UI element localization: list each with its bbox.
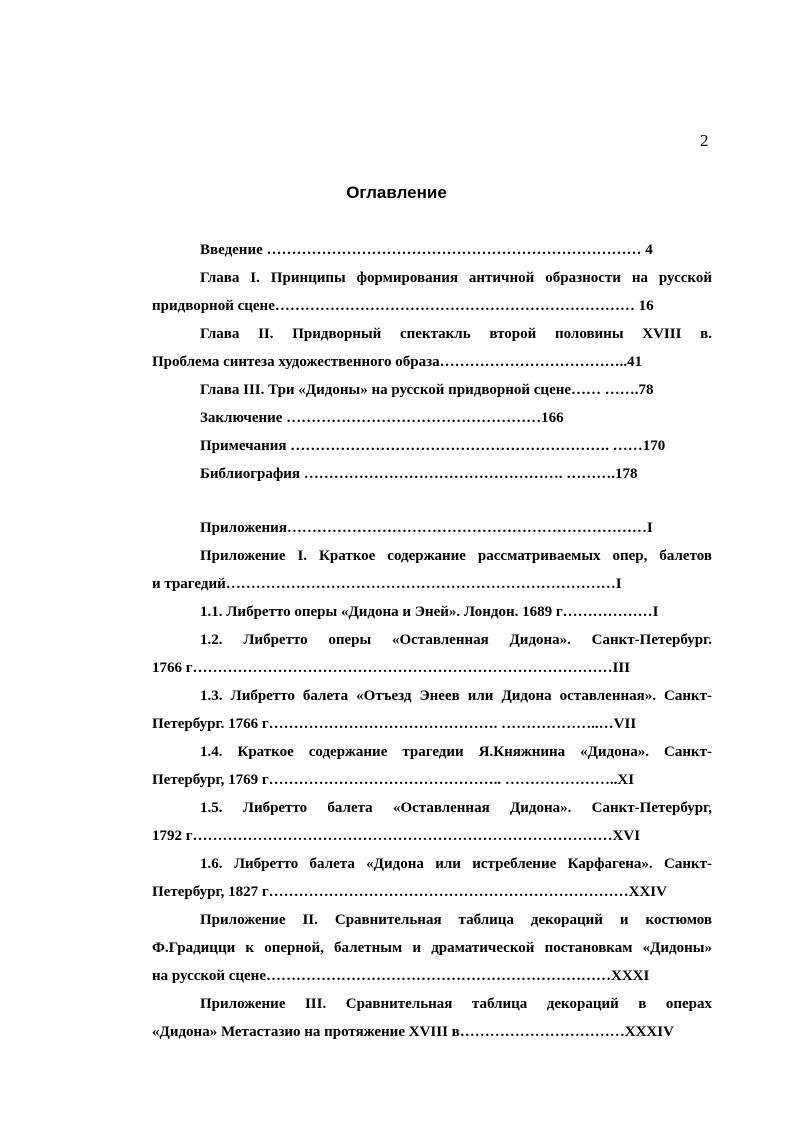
toc-entry-1-3: 1.3. Либретто балета «Отъезд Энеев или Дидона оставленная». Санкт- (200, 688, 712, 704)
page-title: Оглавление (346, 183, 447, 202)
toc-entry-1-4: 1.4. Краткое содержание трагедии Я.Княжнина «Дидона». Санкт- (200, 744, 712, 760)
toc-entry-chapter-1-cont: придворной сцене……………………………………………………………… 16 (152, 298, 654, 314)
page-number: 2 (700, 131, 709, 150)
toc-entry-appendix-2: Приложение II. Сравнительная таблица декораций и костюмов (200, 912, 712, 928)
toc-entry-chapter-2-cont: Проблема синтеза художественного образа………………………………..41 (152, 354, 643, 370)
toc-entry-notes: Примечания ………………………………………………………. ……170 (200, 438, 666, 454)
toc-entry-appendix-3-cont: «Дидона» Метастазио на протяжение XVIII в……………………………XXXIV (152, 1024, 674, 1040)
toc-entry-chapter-3: Глава III. Три «Дидоны» на русской придворной сцене…… …….78 (200, 382, 654, 398)
toc-entry-appendix-2-end: на русской сцене……………………………………………………………XXXI (152, 968, 650, 984)
toc-entry-appendix-1-cont: и трагедий……………………………………………………………………I (152, 576, 622, 592)
toc-entry-1-2-cont: 1766 г…………………………………………………………………………III (152, 660, 631, 676)
toc-entry-1-6: 1.6. Либретто балета «Дидона или истребление Карфагена». Санкт- (200, 856, 712, 872)
toc-entry-chapter-2: Глава II. Придворный спектакль второй половины XVIII в. (200, 326, 712, 342)
toc-entry-1-5: 1.5. Либретто балета «Оставленная Дидона». Санкт-Петербург, (200, 800, 712, 816)
toc-entry-introduction: Введение ………………………………………………………………… 4 (200, 242, 653, 258)
toc-entry-1-2: 1.2. Либретто оперы «Оставленная Дидона». Санкт-Петербург. (200, 632, 712, 648)
toc-entry-appendix-2-cont: Ф.Градицци к оперной, балетным и драматической постановкам «Дидоны» (152, 940, 712, 956)
toc-entry-conclusion: Заключение ……………………………………………166 (200, 410, 564, 426)
toc-entry-chapter-1: Глава I. Принципы формирования античной образности на русской (200, 270, 712, 286)
toc-entry-bibliography: Библиография ……………………………………………. ……….178 (200, 466, 638, 482)
toc-entry-1-4-cont: Петербург, 1769 г……………………………………….. …………………..XI (152, 772, 635, 788)
toc-entry-appendices: Приложения………………………………………………………………I (200, 520, 653, 536)
toc-entry-1-3-cont: Петербург. 1766 г………………………………………. ………………..…VII (152, 716, 637, 732)
toc-entry-1-6-cont: Петербург, 1827 г………………………………………………………………XXIV (152, 884, 667, 900)
toc-entry-appendix-3: Приложение III. Сравнительная таблица декораций в операх (200, 996, 712, 1012)
toc-entry-1-5-cont: 1792 г…………………………………………………………………………XVI (152, 828, 641, 844)
toc-entry-1-1: 1.1. Либретто оперы «Дидона и Эней». Лондон. 1689 г………………I (200, 604, 659, 620)
toc-entry-appendix-1: Приложение I. Краткое содержание рассматриваемых опер, балетов (200, 548, 712, 564)
